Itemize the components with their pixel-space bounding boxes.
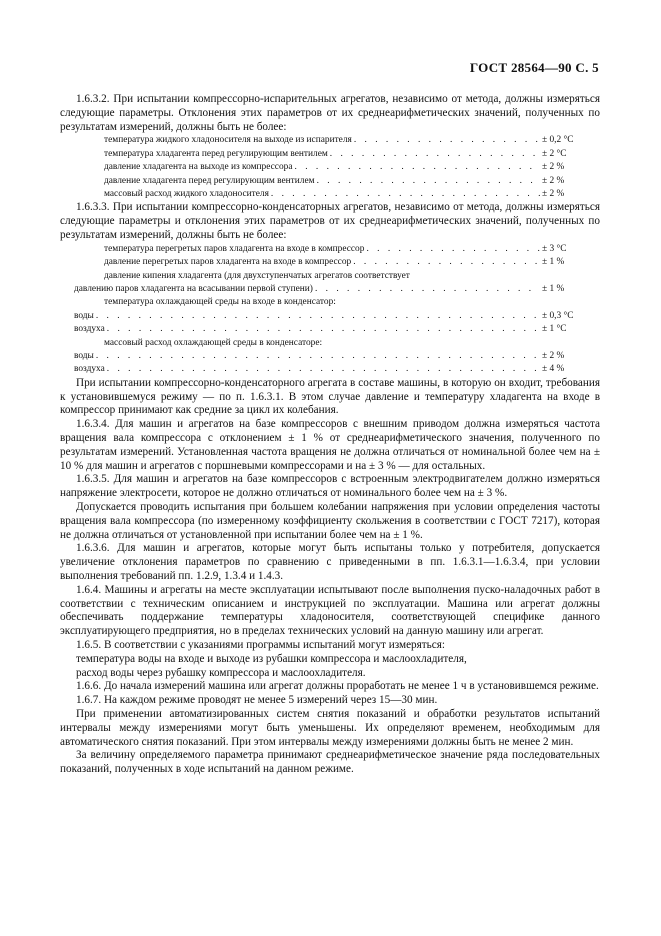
dot-leader <box>295 161 541 174</box>
item-label: массовый расход жидкого хладоносителя <box>104 189 269 200</box>
item-value: ± 2 % <box>542 175 565 186</box>
paragraph-1-6-3-3: 1.6.3.3. При испытании компрессорно-конденсаторных агрегатов, независимо от метода, должны измеряться следующие параметры и отклонения этих параметров от их среднеарифметических значений, полученных по результатам измерений, должны быть не более: <box>60 201 600 242</box>
item-value: ± 0,2 °С <box>542 135 574 146</box>
item-value: ± 1 % <box>542 284 565 295</box>
item-label: воздуха <box>74 324 105 335</box>
paragraph-1-6-3-6: 1.6.3.6. Для машин и агрегатов, которые могут быть испытаны только у потребителя, допускается увеличение отклонения параметров по сравнению с приведенными в пп. 1.6.3.1—1.6.3.4, при условии выполнения требований пп. 1.2.9, 1.3.4 и 1.4.3. <box>60 542 600 583</box>
item-value: ± 2 % <box>542 351 565 362</box>
dot-leader <box>366 243 540 256</box>
document-body <box>60 93 600 777</box>
paragraph-1-6-3-4: 1.6.3.4. Для машин и агрегатов на базе компрессоров с внешним приводом должна измеряться частота вращения вала компрессора с отклонением ± 1 % от среднеарифметического значения, полученного по результатам измерений. Установленная частота вращения не должна отличаться от номинальной более чем на ± 10 % для машин и агрегатов с поршневыми компрессорами и на ± 3 % — для остальных. <box>60 418 600 472</box>
paragraph-1-6-5-item-b: расход воды через рубашку компрессора и маслоохладителя. <box>76 666 366 679</box>
item-value: ± 3 °С <box>542 243 567 254</box>
dot-leader <box>315 283 540 296</box>
list-item <box>60 148 600 161</box>
dot-leader <box>107 323 540 336</box>
list-item <box>60 175 600 188</box>
list-item <box>60 243 600 256</box>
item-value: ± 1 % <box>542 257 565 268</box>
paragraph-1-6-7: 1.6.7. На каждом режиме проводят не менее 5 измерений через 15—30 мин. <box>76 694 438 707</box>
paragraph-1-6-5: 1.6.5. В соответствии с указаниями программы испытаний могут измеряться: <box>76 639 445 652</box>
dot-leader <box>330 148 540 161</box>
tolerance-list-condenser <box>60 243 600 377</box>
dot-leader <box>354 134 540 147</box>
paragraph-1-6-6: 1.6.6. До начала измерений машина или агрегат должны проработать не менее 1 ч в установившемся режиме. <box>76 680 599 693</box>
item-value: ± 2 % <box>542 189 565 200</box>
dot-leader <box>96 310 540 323</box>
item-value: ± 2 °С <box>542 148 567 159</box>
page-header: ГОСТ 28564—90 С. 5 <box>469 60 599 75</box>
list-item <box>60 256 600 269</box>
paragraph-compressor-condenser-machine: При испытании компрессорно-конденсаторного агрегата в составе машины, в которую он входит, требования к установившемуся режиму — по п. 1.6.3.1. В этом случае давление и температуру хладагента на входе в компрессор принимают как средние за цикл их колебания. <box>60 376 600 417</box>
group-heading: температура охлаждающей среды на входе в конденсатор: <box>104 297 336 308</box>
item-value: ± 4 % <box>542 364 565 375</box>
list-item <box>60 134 600 147</box>
item-label: воды <box>74 310 94 321</box>
paragraph-1-6-4: 1.6.4. Машины и агрегаты на месте эксплуатации испытывают после выполнения пуско-наладочных работ в соответствии с техническим описанием и инструкцией по эксплуатации. Машина или агрегат должны обеспечивать поддержание температуры хладоносителя, соответствующей специфике данного эксплуатирующего предприятия, но в пределах технических условий на данную машину или агрегат. <box>60 583 600 638</box>
item-value: ± 1 °С <box>542 324 567 335</box>
dot-leader <box>271 188 540 201</box>
item-label-line2: давлению паров хладагента на всасывании первой ступени) <box>74 284 313 295</box>
group-heading: массовый расход охлаждающей среды в конденсаторе: <box>104 337 323 348</box>
item-label: давление хладагента на выходе из компрессора <box>104 162 293 173</box>
list-item <box>60 310 600 323</box>
paragraph-automated-systems: При применении автоматизированных систем снятия показаний и обработки результатов испытаний интервалы между измерениями могут быть уменьшены. Их определяют временем, необходимым для автоматического снятия показаний. При этом интервалы между измерениями должны быть не менее 2 мин. <box>60 708 600 748</box>
dot-leader <box>107 363 540 376</box>
item-label: воздуха <box>74 364 105 375</box>
item-label: температура хладагента перед регулирующим вентилем <box>104 148 328 159</box>
paragraph-mean-value: За величину определяемого параметра принимают среднеарифметическое значение ряда последовательных показаний, полученных в ходе испытаний на данном режиме. <box>60 749 600 776</box>
item-label-line1: давление кипения хладагента (для двухступенчатых агрегатов соответствует <box>104 270 410 281</box>
item-value: ± 0,3 °С <box>542 310 574 321</box>
list-item <box>60 161 600 174</box>
item-label: температура перегретых паров хладагента на входе в компрессор <box>104 243 365 254</box>
list-item <box>60 363 600 376</box>
list-item <box>60 283 600 296</box>
list-item <box>60 350 600 363</box>
item-label: давление перегретых паров хладагента на входе в компрессор <box>104 257 352 268</box>
item-value: ± 2 % <box>542 162 565 173</box>
item-label: давление хладагента перед регулирующим вентилем <box>104 175 315 186</box>
dot-leader <box>353 256 540 269</box>
list-item <box>60 323 600 336</box>
tolerance-list-evaporator <box>60 134 600 201</box>
dot-leader <box>317 175 540 188</box>
list-item <box>60 188 600 201</box>
item-label: воды <box>74 351 94 362</box>
paragraph-voltage-allowance: Допускается проводить испытания при большем колебании напряжения при условии определения частоты вращения вала компрессора (по измеренному коэффициенту скольжения в соответствии с ГОСТ 7217), которая не должна отличаться от установленной при испытании более чем на ± 1 %. <box>60 501 600 541</box>
paragraph-1-6-3-5: 1.6.3.5. Для машин и агрегатов на базе компрессоров с встроенным электродвигателем должно измеряться напряжение электросети, которое не должно отличаться от номинального более чем на ± 3 %. <box>60 473 600 500</box>
dot-leader <box>96 350 540 363</box>
paragraph-1-6-5-item-a: температура воды на входе и выходе из рубашки компрессора и маслоохладителя, <box>76 652 467 665</box>
item-label: температура жидкого хладоносителя на выходе из испарителя <box>104 135 352 146</box>
paragraph-1-6-3-2: 1.6.3.2. При испытании компрессорно-испарительных агрегатов, независимо от метода, должны измеряться следующие параметры. Отклонения этих параметров от их среднеарифметических значений, полученных по результатам измерений, должны быть не более: <box>60 93 600 133</box>
